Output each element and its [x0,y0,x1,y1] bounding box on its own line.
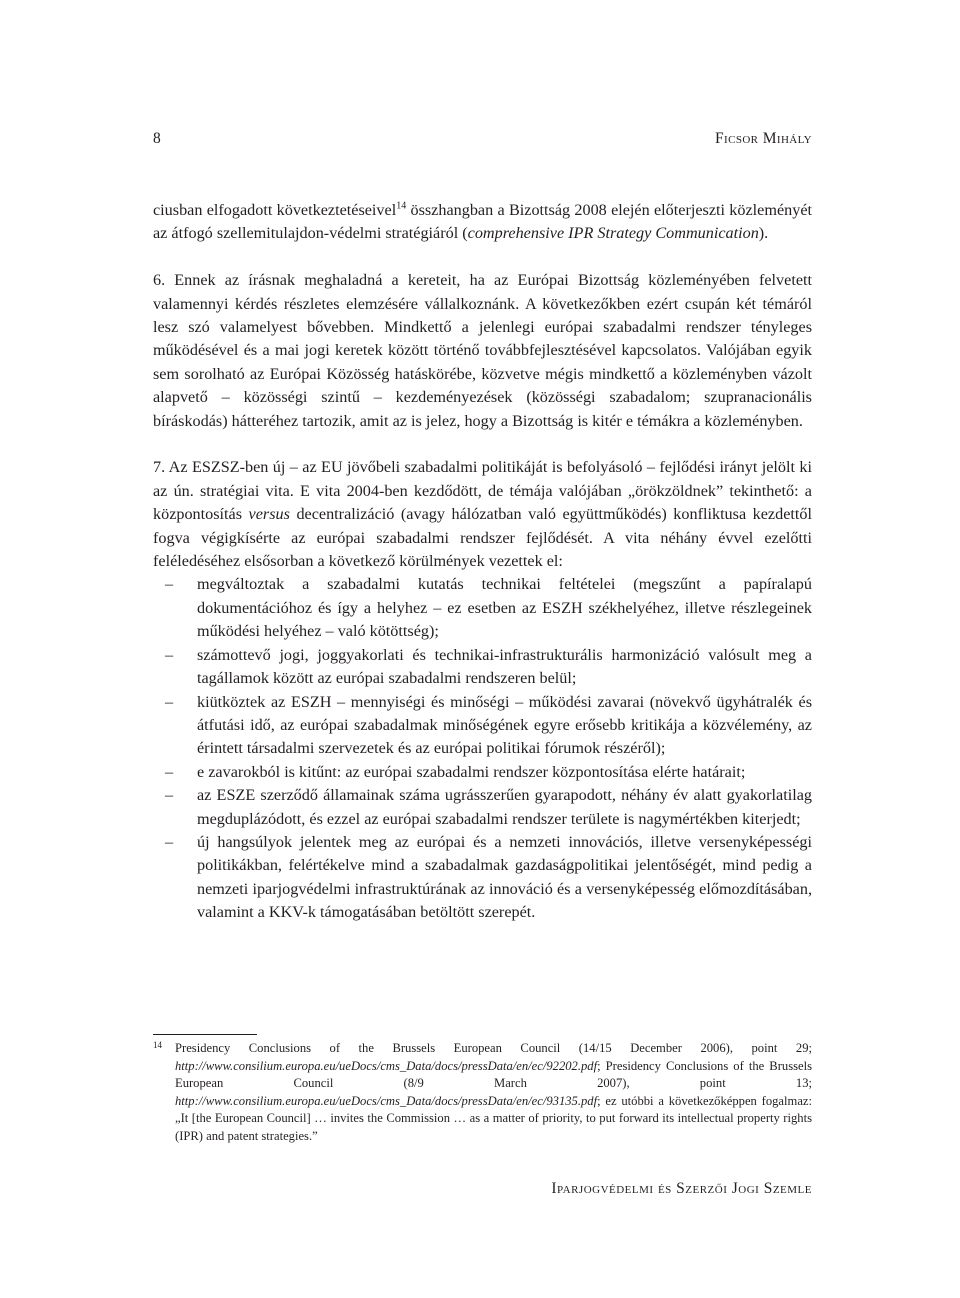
footnote-divider [153,1034,257,1035]
dash-bullet: – [165,786,174,805]
list-item: – megváltoztak a szabadalmi kutatás technikai feltételei (megszűnt a papíralapú dokumentációhoz és így a helyhez – ez esetben az ESZH székhelyéhez, illetve részlegeinek működési helyéhez – való kötöttség); [165,575,812,641]
dash-bullet: – [165,762,174,781]
dash-bullet: – [165,832,174,851]
dash-bullet: – [165,645,174,664]
list-item: – új hangsúlyok jelentek meg az európai és a nemzeti innovációs, illetve versenyképességi politikákban, felértékelve mind a szabadalmak gazdaságpolitikai jelentőségét, mind pedig a nemzeti iparjogvédelmi infrastruktúrának az innováció és a versenyképesség előmozdításában, valamint a KKV-k támogatásában betöltött szerepét. [165,832,812,922]
paragraph-6: 6. Ennek az írásnak meghaladná a kereteit, ha az Európai Bizottság közleményében felvetett valamennyi kérdés részletes elemzésére vállalkoznánk. A következőkben ezért csupán két témáról lesz szó valamelyest bővebben. Mindkettő a jelenlegi európai szabadalmi rendszer tényleges működésével és a mai jogi keretek között történő továbbfejlesztésével kapcsolatos. Valójában egyik sem sorolható az Európai Közösség hatáskörébe, közvetve mégis mindkettő a közleményben vázolt alapvető – közösségi szintű – kezdeményezések (közösségi szabadalom; szupranacionális bíráskodás) hátteréhez tartozik, amit az is jelez, hogy a Bizottság is kitér e témákra a közleményben. [153,271,812,430]
footnote-link[interactable]: http://www.consilium.europa.eu/ueDocs/cms_Data/docs/pressData/en/ec/93135.pdf [175,1093,598,1108]
footnote-text: Presidency Conclusions of the Brussels European Council (14/15 December 2006), point 29; http://www.consilium.europa.eu/ueDocs/cms_Data/docs/pressData/en/ec/92202.pdf; Presidency Conclusions of the Brussels European Council (8/9 March 2007), point 13; http://www.consilium.europa.eu/ueDocs/cms_Data/docs/pressData/en/ec/93135.pdf; ez utóbbi a következőképpen fogalmaz: „It [the European Council] … invites the Commission … as a matter of priority, to put forward its intellectual property rights (IPR) and patent strategies.” [175,1041,812,1143]
page-number: 8 [153,130,161,147]
circumstances-list [153,573,812,924]
footnote-14 [153,1040,812,1146]
body-text [153,199,812,925]
paragraph-7: 7. Az ESZSZ-ben új – az EU jövőbeli szabadalmi politikáját is befolyásoló – fejlődési irányt jelölt ki az ún. stratégiai vita. E vita 2004-ben kezdődött, de témája valójában „örökzöldnek” tekinthető: a központosítás versus decentralizáció (avagy hálózatban való együttműködés) konfliktusa kezdettől fogva végigkísérte az európai szabadalmi rendszer fejlődését. A vita néhány évvel ezelőtti feléledéséhez elsősorban a következő körülmények vezettek el: [153,458,812,571]
dash-bullet: – [165,692,174,711]
list-item: – számottevő jogi, joggyakorlati és technikai-infrastrukturális harmonizáció valósult meg a tagállamok között az európai szabadalmi rendszeren belül; [165,645,812,688]
footnote-number: 14 [153,1040,162,1050]
list-item: – e zavarokból is kitűnt: az európai szabadalmi rendszer központosítása elérte határait; [153,761,812,784]
running-header-author: Ficsor Mihály [715,130,812,147]
list-item: – kiütköztek az ESZH – mennyiségi és minőségi – működési zavarai (növekvő ügyhátralék és átfutási idő, az európai szabadalmak minőségének egyre erősebb kritikája a közvélemény, az érintett társadalmi szervezetek és az európai politikai fórumok részéről); [165,692,812,758]
footnote-reference[interactable]: 14 [396,200,407,212]
list-item: – az ESZE szerződő államainak száma ugrásszerűen gyarapodott, néhány év alatt gyakorlatilag megduplázódott, és ezzel az európai szabadalmi rendszer területe is nagymértékben kiterjedt; [165,786,812,828]
dash-bullet: – [165,575,174,594]
paragraph-continuation: ciusban elfogadott következtetéseivel$^{14}$ összhangban a Bizottság 2008 elején előterjeszti közleményét az átfogó szellemitulajdon-védelmi stratégiáról (comprehensive IPR Strategy Communication). [153,200,812,243]
running-footer-journal: Iparjogvédelmi és Szerzői Jogi Szemle [551,1180,812,1197]
footnote-link[interactable]: http://www.consilium.europa.eu/ueDocs/cms_Data/docs/pressData/en/ec/92202.pdf [175,1058,598,1073]
